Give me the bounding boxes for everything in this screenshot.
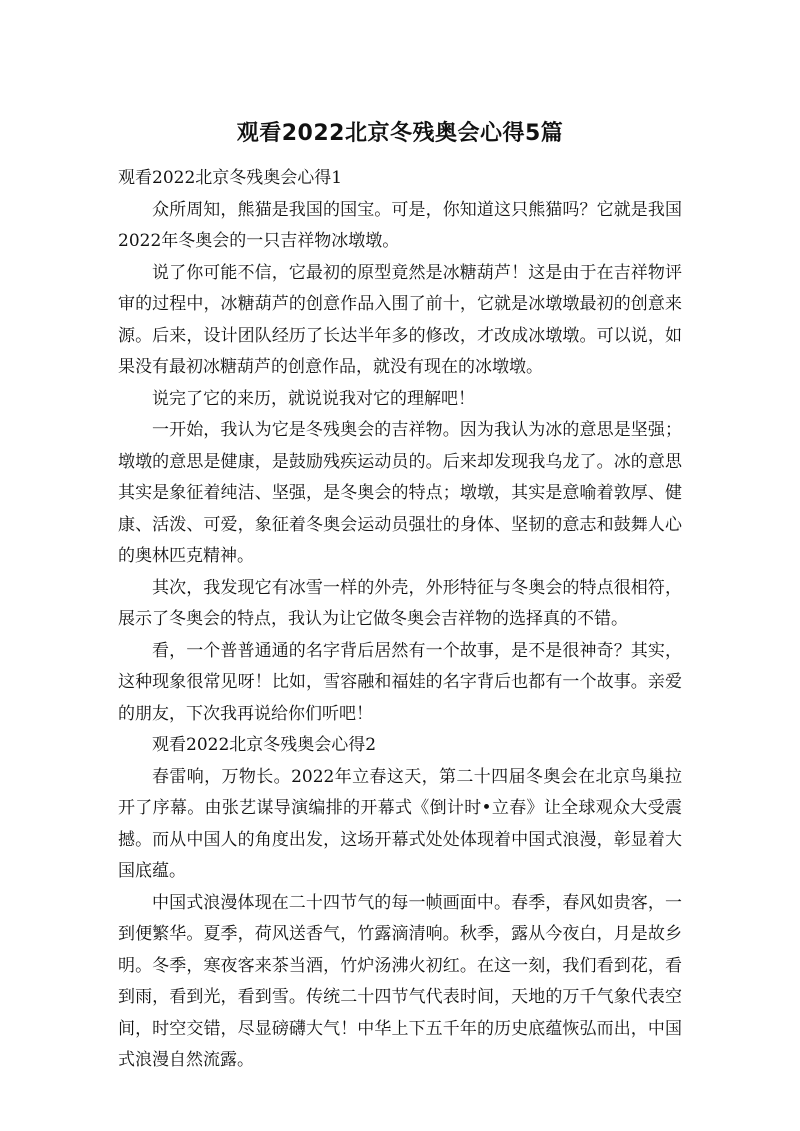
section-heading-2: 观看2022北京冬残奥会心得2: [152, 735, 377, 755]
paragraph: 众所周知，熊猫是我国的国宝。可是，你知道这只熊猫吗？它就是我国2022年冬奥会的一只吉祥物冰墩墩。: [118, 199, 682, 251]
paragraph: 说完了它的来历，就说说我对它的理解吧！: [152, 388, 475, 409]
paragraph: 春雷响，万物长。2022年立春这天，第二十四届冬奥会在北京鸟巢拉开了序幕。由张艺谋导演编排的开幕式《倒计时•立春》让全球观众大受震撼。而从中国人的角度出发，这场开幕式处处体现着中国式浪漫，彰显着大国底蕴。: [118, 766, 682, 881]
paragraph: 一开始，我认为它是冬残奥会的吉祥物。因为我认为冰的意思是坚强；墩墩的意思是健康，是鼓励残疾运动员的。后来却发现我乌龙了。冰的意思其实是象征着纯洁、坚强，是冬奥会的特点；墩墩，其实是意喻着敦厚、健康、活泼、可爱，象征着冬奥会运动员强壮的身体、坚韧的意志和鼓舞人心的奥林匹克精神。: [118, 420, 682, 566]
paragraph: 中国式浪漫体现在二十四节气的每一帧画面中。春季，春风如贵客，一到便繁华。夏季，荷风送香气，竹露滴清响。秋季，露从今夜白，月是故乡明。冬季，寒夜客来茶当酒，竹炉汤沸火初红。在这一刻，我们看到花，看到雨，看到光，看到雪。传统二十四节气代表时间，天地的万千气象代表空间，时空交错，尽显磅礴大气！中华上下五千年的历史底蕴恢弘而出，中国式浪漫自然流露。: [118, 892, 682, 1070]
document-title: 观看2022北京冬残奥会心得5篇: [236, 121, 564, 146]
paragraph: 其次，我发现它有冰雪一样的外壳，外形特征与冬奥会的特点很相符，展示了冬奥会的特点，我认为让它做冬奥会吉祥物的选择真的不错。: [118, 577, 682, 629]
paragraph: 看，一个普普通通的名字背后居然有一个故事，是不是很神奇？其实，这种现象很常见呀！比如，雪容融和福娃的名字背后也都有一个故事。亲爱的朋友，下次我再说给你们听吧！: [118, 640, 682, 724]
section-heading-1: 观看2022北京冬残奥会心得1: [118, 168, 343, 188]
paragraph: 说了你可能不信，它最初的原型竟然是冰糖葫芦！这是由于在吉祥物评审的过程中，冰糖葫芦的创意作品入围了前十，它就是冰墩墩最初的创意来源。后来，设计团队经历了长达半年多的修改，才改成冰墩墩。可以说，如果没有最初冰糖葫芦的创意作品，就没有现在的冰墩墩。: [118, 262, 682, 377]
document-body: [118, 163, 682, 1077]
